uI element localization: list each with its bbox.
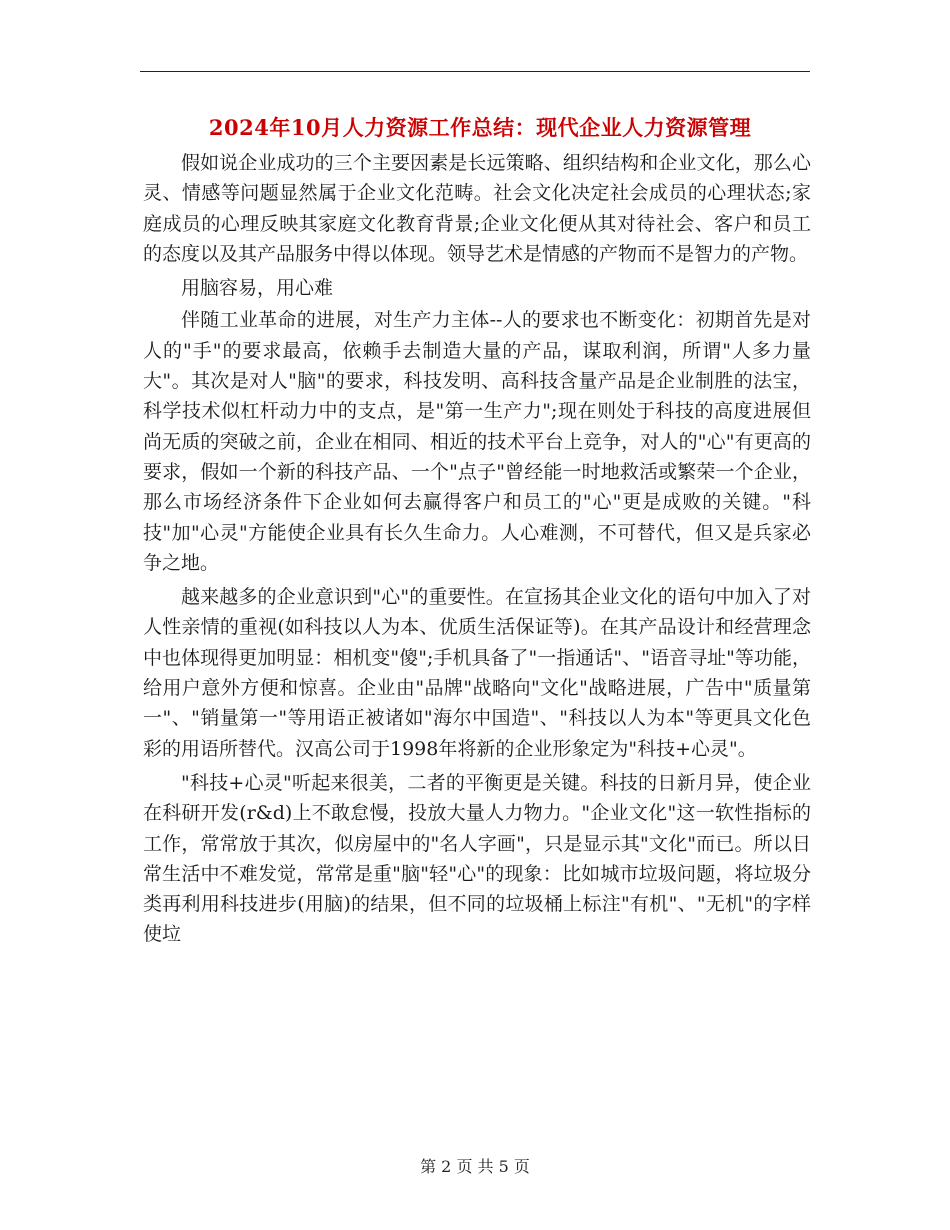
section-heading: 用脑容易，用心难 — [181, 277, 334, 300]
paragraph-industrial-revolution: 伴随工业革命的进展，对生产力主体--人的要求也不断变化：初期首先是对人的"手"的要求最高，依赖手去制造大量的产品，谋取利润，所谓"人多力量大"。其次是对人"脑"的要求，科技发明、高科技含量产品是企业制胜的法宝，科学技术似杠杆动力中的支点，是"第一生产力";现在则处于科技的高度进展但尚无质的突破之前，企业在相同、相近的技术平台上竞争，对人的"心"有更高的要求，假如一个新的科技产品、一个"点子"曾经能一时地救活或繁荣一个企业，那么市场经济条件下企业如何去赢得客户和员工的"心"更是成败的关键。"科技"加"心灵"方能使企业具有长久生命力。人心难测，不可替代，但又是兵家必争之地。 — [143, 309, 811, 574]
paragraph-heart-importance: 越来越多的企业意识到"心"的重要性。在宣扬其企业文化的语句中加入了对人性亲情的重视(如科技以人为本、优质生活保证等)。在其产品设计和经营理念中也体现得更加明显：相机变"傻";手机具备了"一指通话"、"语音寻址"等功能，给用户意外方便和惊喜。企业由"品牌"战略向"文化"战略进展，广告中"质量第一"、"销量第一"等用语正被诸如"海尔中国造"、"科技以人为本"等更具文化色彩的用语所替代。汉高公司于1998年将新的企业形象定为"科技+心灵"。 — [143, 586, 811, 760]
header-rule — [140, 71, 810, 72]
paragraph-intro: 假如说企业成功的三个主要因素是长远策略、组织结构和企业文化，那么心灵、情感等问题显然属于企业文化范畴。社会文化决定社会成员的心理状态;家庭成员的心理反映其家庭文化教育背景;企业文化便从其对待社会、客户和员工的态度以及其产品服务中得以体现。领导艺术是情感的产物而不是智力的产物。 — [143, 152, 811, 265]
document-body — [143, 148, 811, 950]
page-number: 第 2 页 共 5 页 — [420, 1157, 530, 1176]
paragraph-tech-heart-balance: "科技+心灵"听起来很美，二者的平衡更是关键。科技的日新月异，使企业在科研开发(r&d)上不敢怠慢，投放大量人力物力。"企业文化"这一软性指标的工作，常常放于其次，似房屋中的"名人字画"，只是显示其"文化"而已。所以日常生活中不难发觉，常常是重"脑"轻"心"的现象：比如城市垃圾问题，将垃圾分类再利用科技进步(用脑)的结果，但不同的垃圾桶上标注"有机"、"无机"的字样使垃 — [143, 771, 811, 946]
document-title: 2024年10月人力资源工作总结：现代企业人力资源管理 — [208, 115, 752, 140]
